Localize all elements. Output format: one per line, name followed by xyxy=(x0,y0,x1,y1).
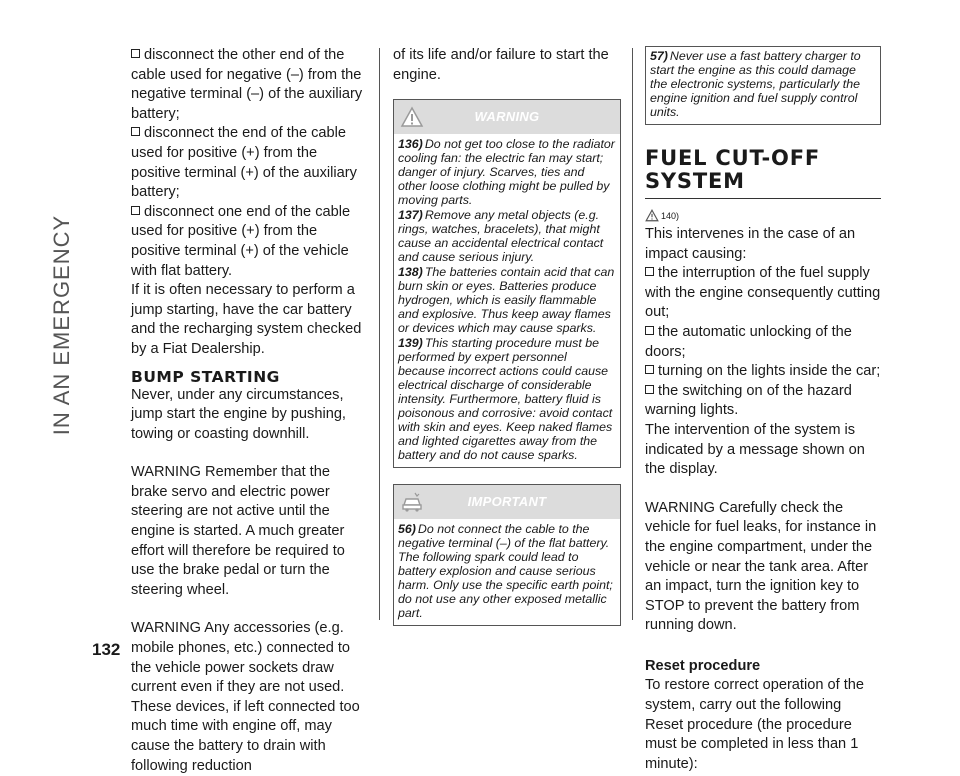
subsection-heading: Reset procedure xyxy=(645,657,761,674)
paragraph: To restore correct operation of the system, carry out the following Reset procedure (the procedure must be completed in less than 1 minute): xyxy=(645,677,865,772)
column-divider xyxy=(632,48,633,620)
column-divider xyxy=(379,48,380,620)
list-item: turning on the lights inside the car; xyxy=(645,362,881,382)
reference-number: 140) xyxy=(661,211,680,221)
warning-box xyxy=(393,99,621,468)
checkbox-bullet-icon xyxy=(131,127,140,136)
list-item: disconnect the other end of the cable used for negative (–) from the negative terminal (–) of the auxiliary battery; xyxy=(131,47,363,122)
warning-box-title: WARNING xyxy=(474,109,540,125)
list-item: disconnect the end of the cable used for positive (+) from the positive terminal (+) of the auxiliary battery; xyxy=(131,125,357,201)
note-item: 139) This starting procedure must be performed by expert personnel because incorrect actions could cause electrical discharge of considerable intensity. Furthermore, battery fluid is poisonous and corrosive: avoid contact with skin and eyes. Keep naked flames and lighted cigarettes away from the battery and do not cause sparks. xyxy=(398,336,613,463)
column-1 xyxy=(131,46,367,776)
list-item: the switching on of the hazard warning lights. xyxy=(645,382,852,419)
list-item: the automatic unlocking of the doors; xyxy=(645,323,852,360)
note-item: 138) The batteries contain acid that can burn skin or eyes. Batteries produce hydrogen, which is easily flammable and explosive. Thus keep away flames or devices which may cause sparks. xyxy=(398,265,615,336)
checkbox-bullet-icon xyxy=(645,365,654,374)
checkbox-bullet-icon xyxy=(645,385,654,394)
paragraph: If it is often necessary to perform a jump starting, have the car battery and the recharging system checked by a Fiat Dealership. xyxy=(131,282,362,357)
warning-paragraph: WARNING Any accessories (e.g. mobile phones, etc.) connected to the vehicle power sockets draw current even if they are not used. These devices, if left connected too much time with engine off, may cause the battery to drain with following reduction xyxy=(131,620,360,774)
paragraph: Never, under any circumstances, jump start the engine by pushing, towing or coasting downhill. xyxy=(131,386,346,442)
page-number: 132 xyxy=(92,640,121,659)
checkbox-bullet-icon xyxy=(131,49,140,58)
important-box-header xyxy=(394,485,620,519)
note-item: 136) Do not get too close to the radiator cooling fan: the electric fan may start; danger of injury. Scarves, ties and other loose clothing might be pulled by moving parts. xyxy=(398,137,615,208)
warning-box-header xyxy=(394,100,620,134)
note-item: 56) Do not connect the cable to the negative terminal (–) of the flat battery. The following spark could lead to battery explosion and cause serious harm. Only use the specific earth point; do not use any other exposed metallic part. xyxy=(398,522,613,621)
checkbox-bullet-icon xyxy=(131,206,140,215)
warning-triangle-icon xyxy=(400,105,424,129)
note-item: 137) Remove any metal objects (e.g. rings, watches, bracelets), that might cause an accidental electrical contact and cause serious injury. xyxy=(398,208,604,265)
warning-paragraph: WARNING Carefully check the vehicle for fuel leaks, for instance in the engine compartment, under the vehicle or near the tank area. After an impact, turn the ignition key to STOP to prevent the battery from running down. xyxy=(645,499,877,634)
important-box-title: IMPORTANT xyxy=(467,494,547,510)
section-heading: FUEL CUT-OFF SYSTEM xyxy=(645,147,881,199)
list-item: disconnect one end of the cable used for positive (+) from the positive terminal (+) of the vehicle with flat battery. xyxy=(131,203,351,279)
paragraph: of its life and/or failure to start the engine. xyxy=(393,47,609,83)
list-item: the interruption of the fuel supply with the engine consequently cutting out; xyxy=(645,265,881,321)
note-item: 57) Never use a fast battery charger to start the engine as this could damage the electronic systems, particularly the engine ignition and fuel supply control units. xyxy=(650,49,861,119)
column-3 xyxy=(645,46,881,774)
column-2 xyxy=(393,46,621,626)
section-side-title: IN AN EMERGENCY xyxy=(49,214,74,436)
note-box xyxy=(645,46,881,125)
important-box xyxy=(393,484,621,626)
checkbox-bullet-icon xyxy=(645,267,654,276)
warning-paragraph: WARNING Remember that the brake servo and electric power steering are not active until the engine is started. A much greater effort will therefore be required to use the brake pedal or turn the steering wheel. xyxy=(131,464,345,598)
paragraph: This intervenes in the case of an impact causing: xyxy=(645,226,856,262)
section-heading: BUMP STARTING xyxy=(131,367,280,386)
checkbox-bullet-icon xyxy=(645,326,654,335)
paragraph: The intervention of the system is indicated by a message shown on the display. xyxy=(645,421,865,478)
warning-triangle-icon xyxy=(645,209,659,222)
warning-reference xyxy=(645,207,881,225)
car-damage-icon xyxy=(400,490,424,514)
